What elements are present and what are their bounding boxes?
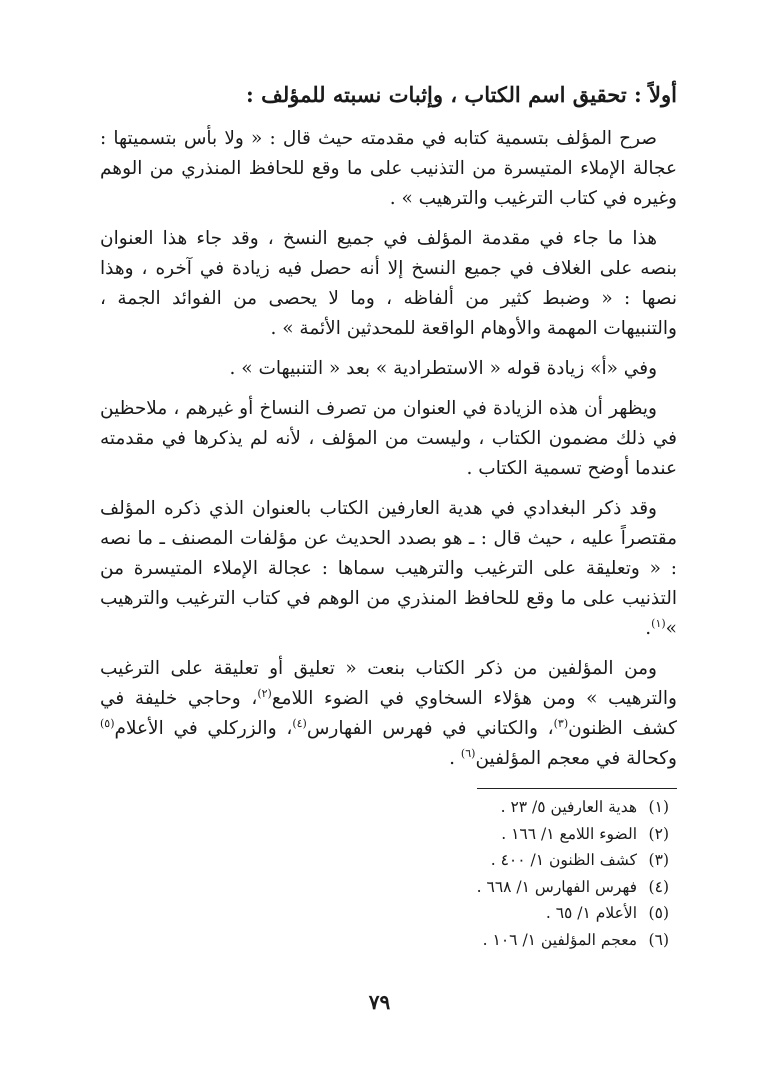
footnote-ref: (١)	[651, 616, 666, 630]
section-heading: أولاً : تحقيق اسم الكتاب ، وإثبات نسبته للمؤلف :	[246, 82, 677, 107]
footnote-number: (٦)	[648, 930, 669, 949]
footnote-item	[100, 927, 669, 954]
footnote-number: (١)	[648, 798, 669, 816]
page-number: ٧٩	[368, 990, 391, 1014]
footnote-number: (٣)	[648, 851, 669, 869]
paragraph-text: وكحالة في معجم المؤلفين	[475, 748, 677, 769]
main-text	[100, 78, 677, 784]
footnote-item	[100, 794, 669, 821]
paragraph-text: .	[449, 748, 461, 769]
paragraph	[100, 354, 677, 384]
footnote-text: معجم المؤلفين ١/ ١٠٦ .	[482, 930, 637, 949]
footnote-number: (٥)	[648, 904, 669, 922]
footnote-text: الضوء اللامع ١/ ١٦٦ .	[501, 824, 637, 843]
paragraph	[100, 654, 677, 774]
footnote-number: (٢)	[648, 824, 669, 843]
footnote-text: هدية العارفين ٥/ ٢٣ .	[500, 798, 637, 816]
footnote-ref: (٤)	[292, 716, 307, 730]
footnote-number: (٤)	[648, 877, 669, 896]
footnote-item	[100, 847, 669, 874]
paragraph-text: ويظهر أن هذه الزيادة في العنوان من تصرف النساخ أو غيرهم ، ملاحظين في ذلك مضمون الكتاب ، وليست من المؤلف ، لأنه لم يذكرها في مقدمته عندما أوضح تسمية الكتاب .	[100, 398, 677, 479]
paragraph	[100, 224, 677, 344]
paragraph-text: وقد ذكر البغدادي في هدية العارفين الكتاب بالعنوان الذي ذكره المؤلف مقتصراً عليه ، حيث قال : ـ هو بصدد الحديث عن مؤلفات المصنف ـ ما نصه : « وتعليقة على الترغيب والترهيب سماها : عجالة الإملاء المتيسرة من التذنيب على ما وقع للحافظ المنذري من الوهم في كتاب الترغيب والترهيب »	[100, 498, 677, 639]
paragraph-text: وفي «أ» زيادة قوله « الاستطرادية » بعد « التنبيهات » .	[229, 358, 657, 379]
footnote-ref: (٦)	[460, 746, 476, 760]
footnote-ref: (٣)	[553, 716, 569, 730]
paragraph	[100, 394, 677, 484]
paragraph	[100, 494, 677, 644]
footnote-item	[100, 900, 669, 927]
footnote-ref: (٢)	[257, 686, 272, 700]
footnote-item	[100, 821, 669, 848]
footnotes-list	[100, 794, 669, 953]
paragraph-text: ، وحاجي خليفة في كشف الظنون	[100, 688, 677, 739]
paragraph-text: هذا ما جاء في مقدمة المؤلف في جميع النسخ ، وقد جاء هذا العنوان بنصه على الغلاف في جميع النسخ إلا أنه حصل فيه زيادة في آخره ، وهذا نصها : « وضبط كثير من ألفاظه ، وما لا يحصى من الفوائد الجمة ، والتنبيهات المهمة والأوهام الواقعة للمحدثين الأئمة » .	[100, 228, 677, 339]
footnote-text: فهرس الفهارس ١/ ٦٦٨ .	[476, 877, 637, 896]
footnote-ref: (٥)	[100, 716, 115, 730]
footnote-text: كشف الظنون ١/ ٤٠٠ .	[490, 851, 637, 869]
paragraph-text: ، والزركلي في الأعلام	[114, 718, 293, 739]
footnote-item	[100, 874, 669, 901]
paragraph	[100, 124, 677, 214]
body-paragraphs	[100, 124, 677, 774]
paragraph-text: ، والكتاني في فهرس الفهارس	[306, 718, 554, 739]
paragraph-text: .	[645, 618, 652, 639]
footnote-text: الأعلام ١/ ٦٥ .	[545, 904, 637, 922]
paragraph-text: صرح المؤلف بتسمية كتابه في مقدمته حيث قال : « ولا بأس بتسميتها : عجالة الإملاء المتيسرة من التذنيب على ما وقع للحافظ المنذري من الوهم وغيره في كتاب الترغيب والترهيب » .	[100, 128, 677, 209]
paragraph-text: ومن المؤلفين من ذكر الكتاب بنعت « تعليق أو تعليقة على الترغيب والترهيب » ومن هؤلاء السخاوي في الضوء اللامع	[100, 658, 677, 709]
footnote-divider	[477, 788, 677, 789]
